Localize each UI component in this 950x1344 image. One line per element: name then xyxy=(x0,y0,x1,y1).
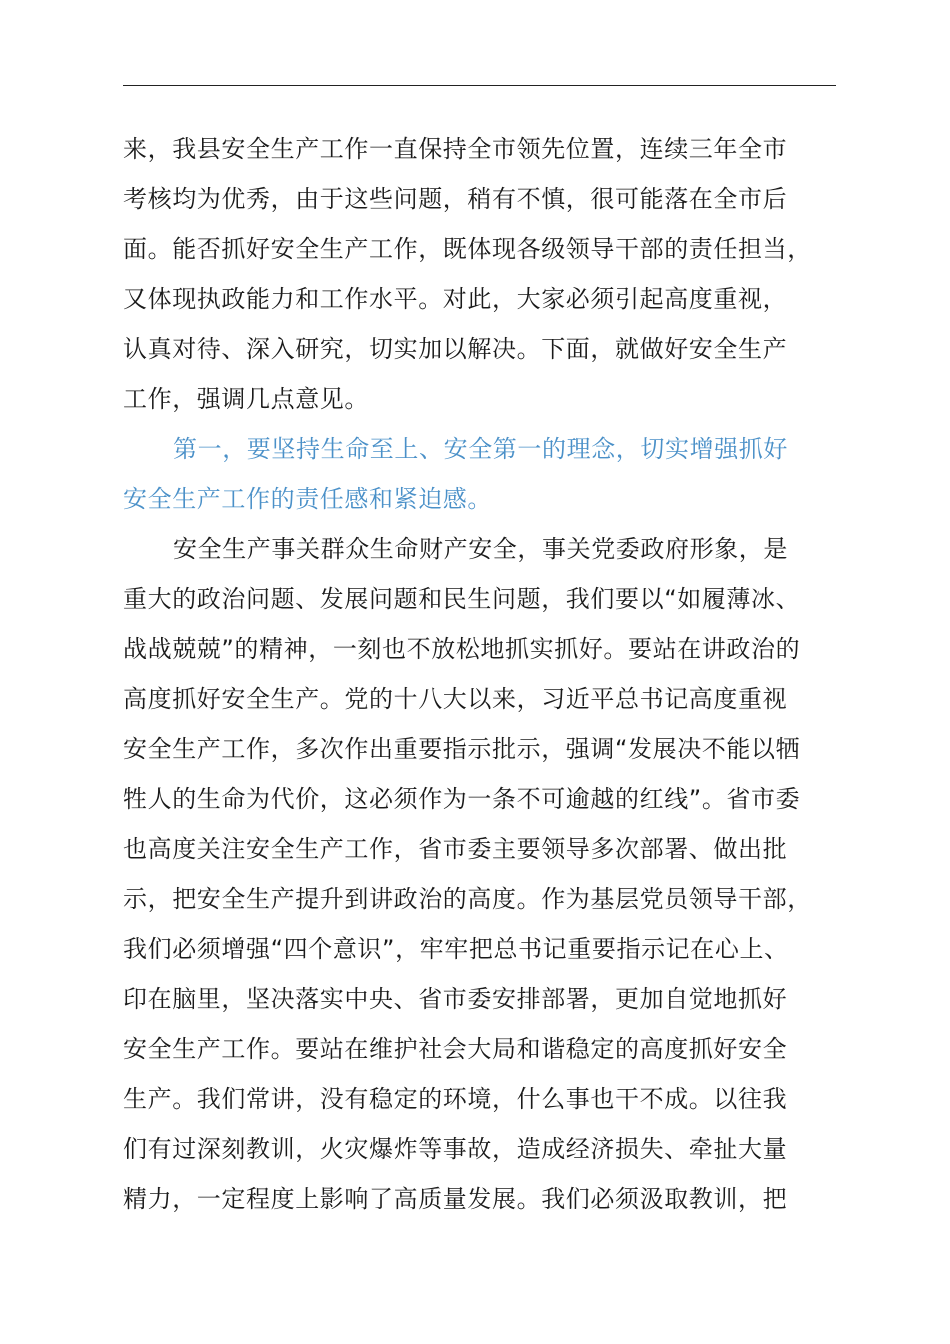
paragraph-line: 安全生产工作，多次作出重要指示批示，强调“发展决不能以牺 xyxy=(123,735,801,763)
paragraph-line: 生产。我们常讲，没有稳定的环境，什么事也干不成。以往我 xyxy=(123,1085,788,1113)
paragraph-line: 也高度关注安全生产工作，省市委主要领导多次部署、做出批 xyxy=(123,835,788,863)
document-body xyxy=(123,124,863,1224)
paragraph-line: 工作，强调几点意见。 xyxy=(123,385,369,413)
paragraph-line: 重大的政治问题、发展问题和民生问题，我们要以“如履薄冰、 xyxy=(123,585,801,613)
paragraph-line: 又体现执政能力和工作水平。对此，大家必须引起高度重视， xyxy=(123,285,788,313)
paragraph-line: 精力，一定程度上影响了高质量发展。我们必须汲取教训，把 xyxy=(123,1185,788,1213)
paragraph-line: 安全生产工作。要站在维护社会大局和谐稳定的高度抓好安全 xyxy=(123,1035,788,1063)
paragraph-line: 来，我县安全生产工作一直保持全市领先位置，连续三年全市 xyxy=(123,135,788,163)
header-rule xyxy=(123,85,836,86)
paragraph-line: 认真对待、深入研究，切实加以解决。下面，就做好安全生产 xyxy=(123,335,788,363)
section-heading-line: 第一，要坚持生命至上、安全第一的理念，切实增强抓好 xyxy=(173,435,788,463)
section-heading-line: 安全生产工作的责任感和紧迫感。 xyxy=(123,485,492,513)
paragraph-line: 牲人的生命为代价，这必须作为一条不可逾越的红线”。省市委 xyxy=(123,785,801,813)
paragraph-line: 考核均为优秀，由于这些问题，稍有不慎，很可能落在全市后 xyxy=(123,185,788,213)
paragraph-line: 战战兢兢”的精神，一刻也不放松地抓实抓好。要站在讲政治的 xyxy=(123,635,801,663)
paragraph-line: 安全生产事关群众生命财产安全，事关党委政府形象，是 xyxy=(173,535,788,563)
paragraph-line: 示，把安全生产提升到讲政治的高度。作为基层党员领导干部， xyxy=(123,885,812,913)
paragraph-line: 印在脑里，坚决落实中央、省市委安排部署，更加自觉地抓好 xyxy=(123,985,788,1013)
paragraph-line: 高度抓好安全生产。党的十八大以来，习近平总书记高度重视 xyxy=(123,685,788,713)
paragraph-line: 们有过深刻教训，火灾爆炸等事故，造成经济损失、牵扯大量 xyxy=(123,1135,788,1163)
paragraph-line: 面。能否抓好安全生产工作，既体现各级领导干部的责任担当， xyxy=(123,235,812,263)
paragraph-line: 我们必须增强“四个意识”，牢牢把总书记重要指示记在心上、 xyxy=(123,935,789,963)
